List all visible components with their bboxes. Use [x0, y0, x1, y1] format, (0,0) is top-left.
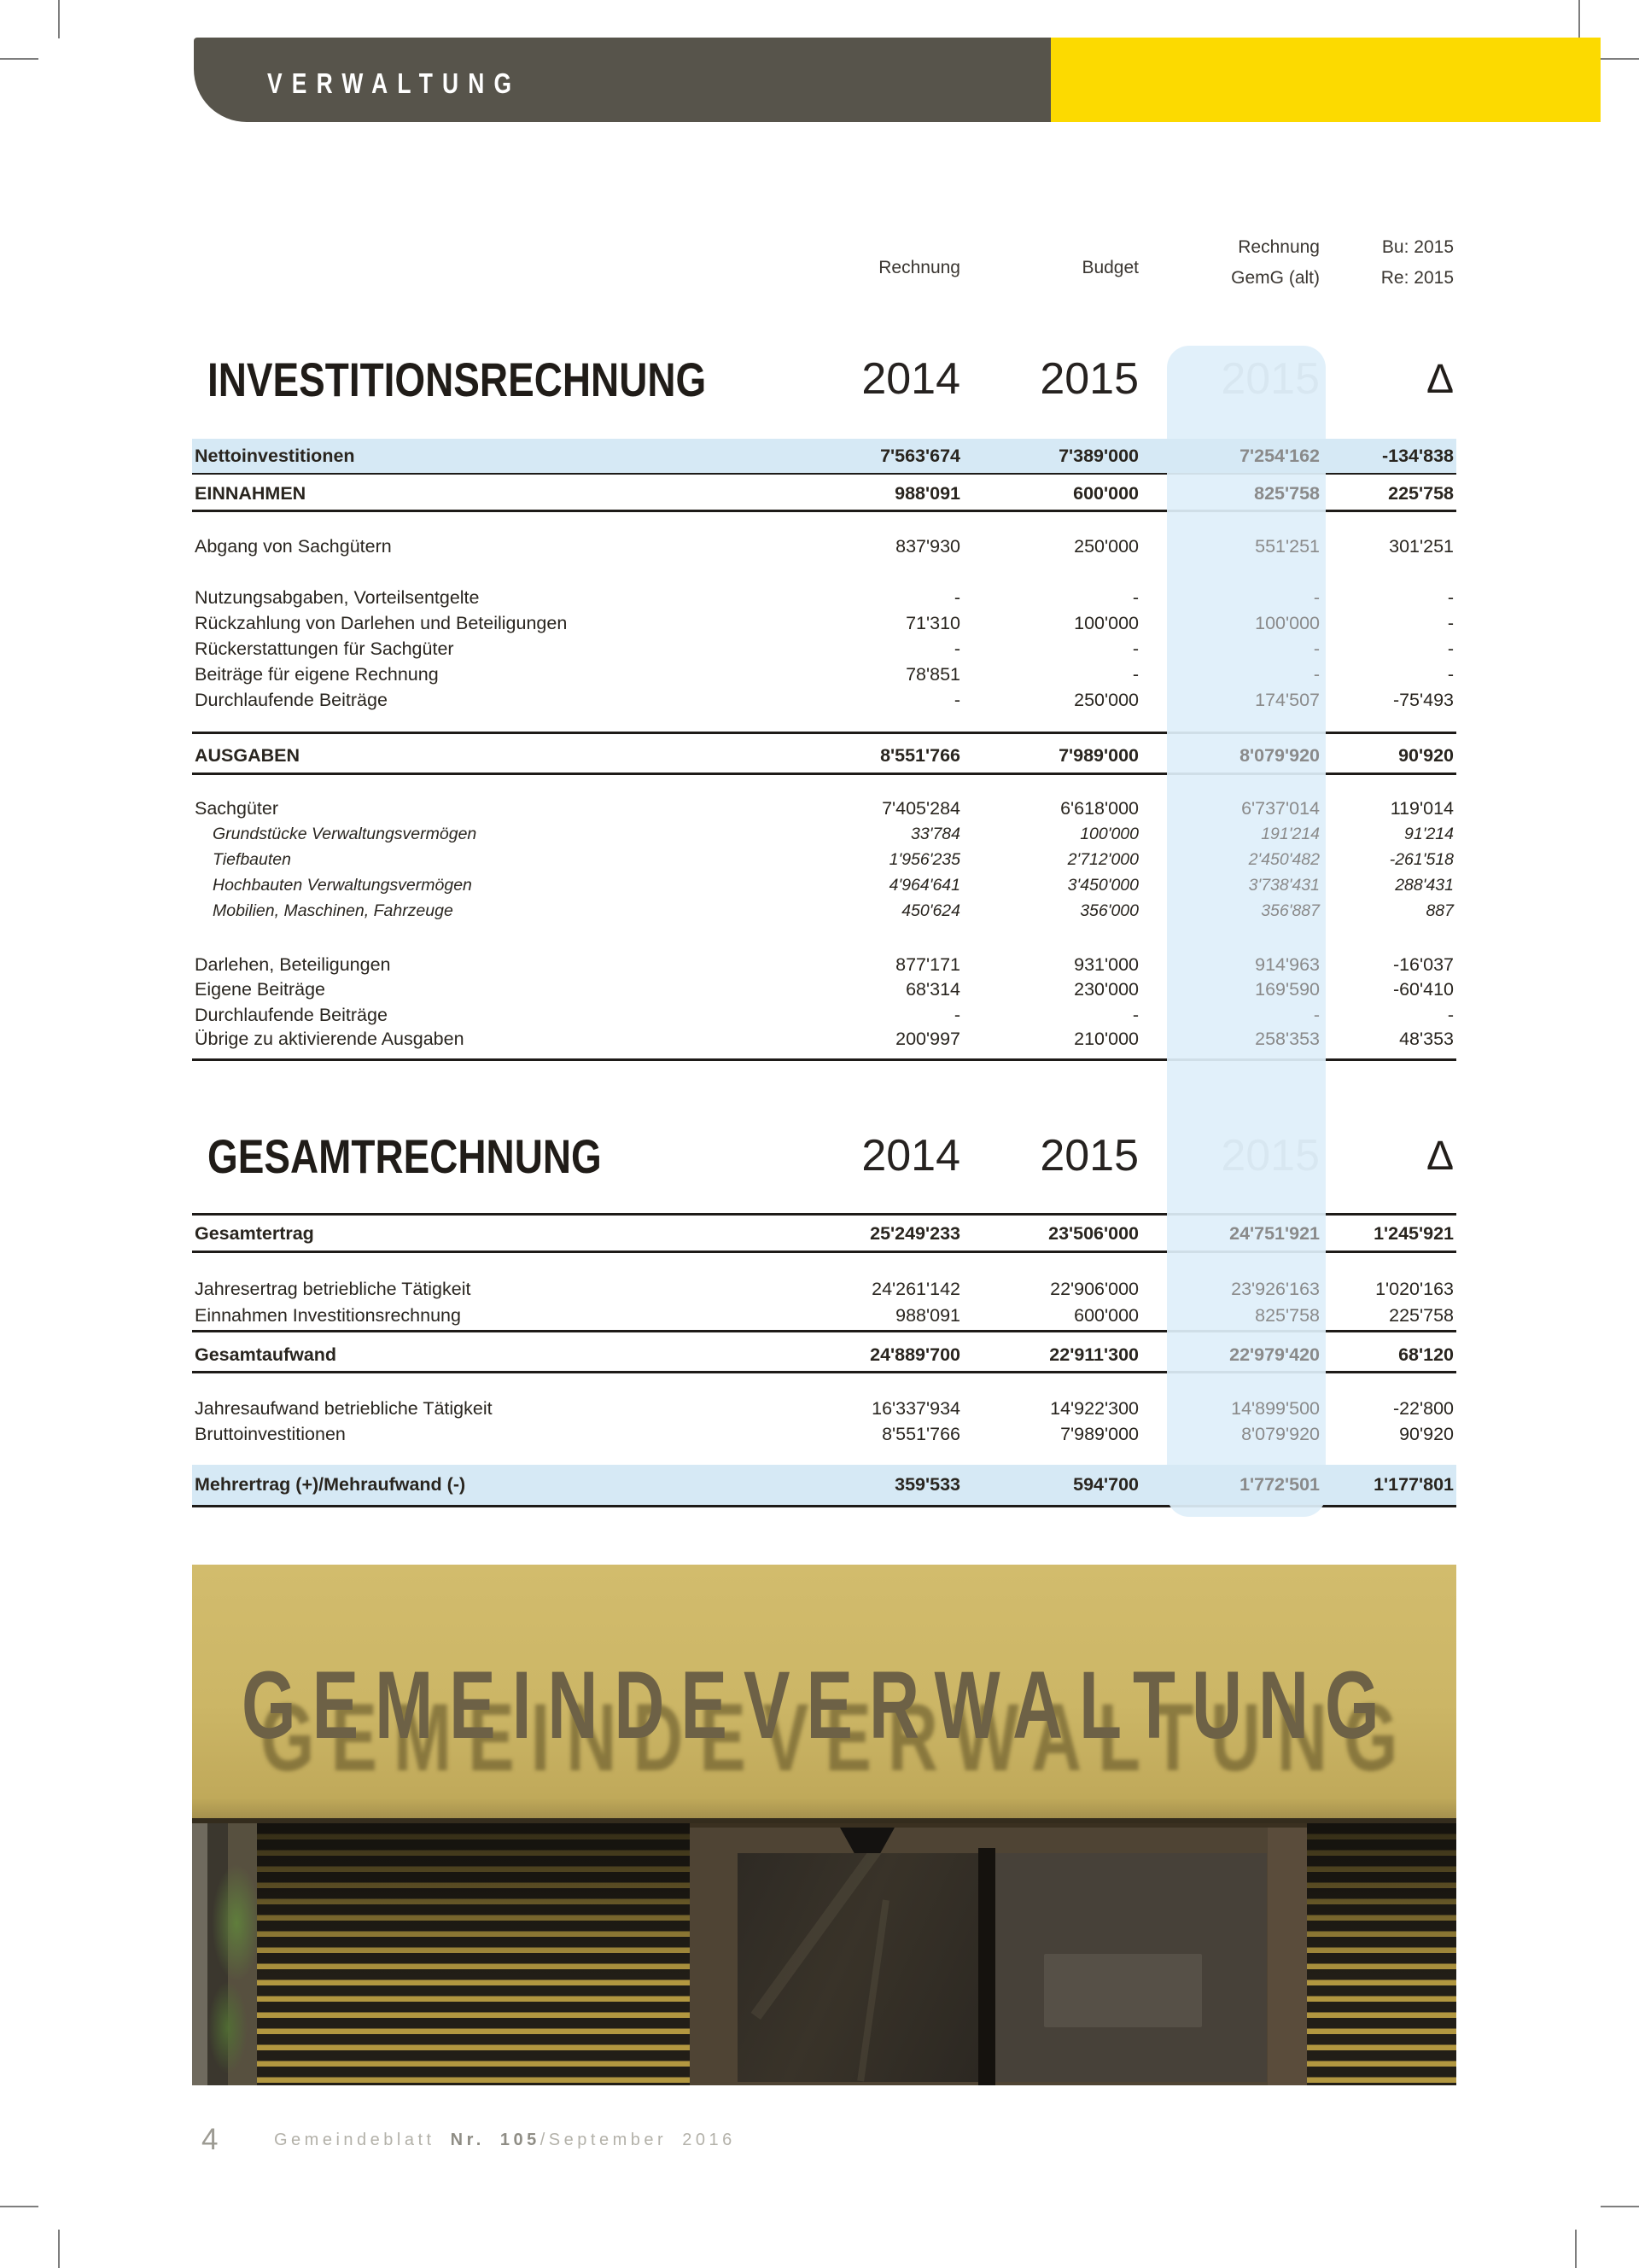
table-row: Beiträge für eigene Rechnung 78'851 - - -: [195, 664, 1454, 685]
table-row: Gesamtertrag 25'249'233 23'506'000 24'751'921 1'245'921: [195, 1223, 1454, 1244]
table-row: Übrige zu aktivierende Ausgaben 200'997 210'000 258'353 48'353: [195, 1029, 1454, 1049]
crop-mark-bottom-left-v: [58, 2230, 60, 2268]
table-row: Grundstücke Verwaltungsvermögen 33'784 100'000 191'214 91'214: [213, 825, 1454, 843]
invest-year-2015-budget: 2015: [1040, 354, 1139, 404]
table-row: Bruttoinvestitionen 8'551'766 7'989'000 8'079'920 90'920: [195, 1424, 1454, 1444]
footer-publication-name: Gemeindeblatt: [274, 2131, 451, 2149]
accent-block: [1051, 38, 1601, 122]
table-row: Durchlaufende Beiträge - 250'000 174'507 -75'493: [195, 690, 1454, 710]
gesamt-year-2014: 2014: [861, 1131, 960, 1181]
invest-section-title: INVESTITIONSRECHNUNG: [207, 353, 707, 406]
crop-mark-bottom-right-h: [1601, 2206, 1639, 2207]
column-header-bu-line: Bu: 2015: [1381, 237, 1454, 257]
photo-glass-reflection: [750, 1853, 881, 2020]
column-header-rechnung-gemg-line2: GemG (alt): [1231, 268, 1320, 288]
photo-notice-paper: [1044, 1954, 1201, 2027]
gesamt-year-2015-budget: 2015: [1040, 1131, 1139, 1181]
footer-publication-line: [274, 2131, 736, 2150]
photo-glass-reflection: [857, 1899, 889, 2081]
photo-window-band: [192, 1818, 1456, 2085]
photo-louver-blinds-right: [1307, 1823, 1456, 2085]
photo-louver-blinds-left: [257, 1823, 690, 2085]
column-header-rechnung-gemg-line1: Rechnung: [1238, 237, 1320, 257]
table-row: Rückzahlung von Darlehen und Beteiligungen 71'310 100'000 100'000 -: [195, 613, 1454, 633]
crop-mark-top-right-v: [1578, 0, 1580, 38]
column-header-rechnung: Rechnung: [878, 258, 960, 277]
crop-mark-top-left-v: [58, 0, 60, 38]
table-row: AUSGABEN 8'551'766 7'989'000 8'079'920 90'920: [195, 745, 1454, 766]
photo-door-glass-right: [995, 1853, 1267, 2082]
photo-ivy-plant: [192, 1823, 257, 2085]
table-row: Einnahmen Investitionsrechnung 988'091 600'000 825'758 225'758: [195, 1305, 1454, 1326]
table-row: Tiefbauten 1'956'235 2'712'000 2'450'482 -261'518: [213, 850, 1454, 869]
photo-door-glass-left: [738, 1853, 978, 2082]
invest-year-2014: 2014: [861, 354, 960, 404]
photo-sign-text: GEMEINDEVERWALTUNG: [242, 1652, 1396, 1758]
table-row: Rückerstattungen für Sachgüter - - - -: [195, 638, 1454, 659]
gesamt-section-title: GESAMTRECHNUNG: [207, 1129, 602, 1183]
invest-delta-symbol: Δ: [1426, 357, 1454, 402]
table-row: Jahresertrag betriebliche Tätigkeit 24'261'142 22'906'000 23'926'163 1'020'163: [195, 1279, 1454, 1299]
section-label: VERWALTUNG: [267, 67, 522, 99]
building-photo: [192, 1565, 1456, 2085]
table-row: EINNAHMEN 988'091 600'000 825'758 225'758: [195, 483, 1454, 504]
table-row: Sachgüter 7'405'284 6'618'000 6'737'014 119'014: [195, 798, 1454, 819]
table-row: Hochbauten Verwaltungsvermögen 4'964'641 3'450'000 3'738'431 288'431: [213, 876, 1454, 895]
table-row: Nutzungsabgaben, Vorteilsentgelte - - - -: [195, 587, 1454, 608]
table-row: Mobilien, Maschinen, Fahrzeuge 450'624 356'000 356'887 887: [213, 901, 1454, 920]
section-header-bar: [194, 38, 1051, 122]
table-row: Gesamtaufwand 24'889'700 22'911'300 22'979'420 68'120: [195, 1344, 1454, 1365]
gesamt-delta-symbol: Δ: [1426, 1134, 1454, 1179]
crop-mark-top-right-h: [1601, 58, 1639, 60]
column-header-budget: Budget: [1082, 258, 1139, 277]
photo-door-frame: [978, 1848, 995, 2085]
column-header-re-line: Re: 2015: [1380, 268, 1454, 288]
table-row: Mehrertrag (+)/Mehraufwand (-) 359'533 594'700 1'772'501 1'177'801: [192, 1465, 1456, 1505]
footer-issue-number: Nr. 105: [450, 2131, 540, 2149]
page-number: 4: [201, 2123, 219, 2156]
column-header-bu-re: [1249, 232, 1454, 294]
photo-facade-wall: [192, 1565, 1456, 1818]
footer-issue-date: /September 2016: [540, 2131, 736, 2149]
table-row: Durchlaufende Beiträge - - - -: [195, 1005, 1454, 1025]
table-row: Nettoinvestitionen 7'563'674 7'389'000 7'254'162 -134'838: [192, 439, 1456, 473]
photo-door-frame-right: [1268, 1828, 1307, 2085]
crop-mark-bottom-right-v: [1575, 2230, 1577, 2268]
table-row: Darlehen, Beteiligungen 877'171 931'000 914'963 -16'037: [195, 954, 1454, 975]
crop-mark-bottom-left-h: [0, 2206, 38, 2207]
crop-mark-top-left-h: [0, 58, 38, 60]
photo-entrance-door: [690, 1823, 1307, 2085]
table-row: Eigene Beiträge 68'314 230'000 169'590 -60'410: [195, 979, 1454, 1000]
table-row: Jahresaufwand betriebliche Tätigkeit 16'337'934 14'922'300 14'899'500 -22'800: [195, 1398, 1454, 1419]
table-row: Abgang von Sachgütern 837'930 250'000 551'251 301'251: [195, 536, 1454, 557]
